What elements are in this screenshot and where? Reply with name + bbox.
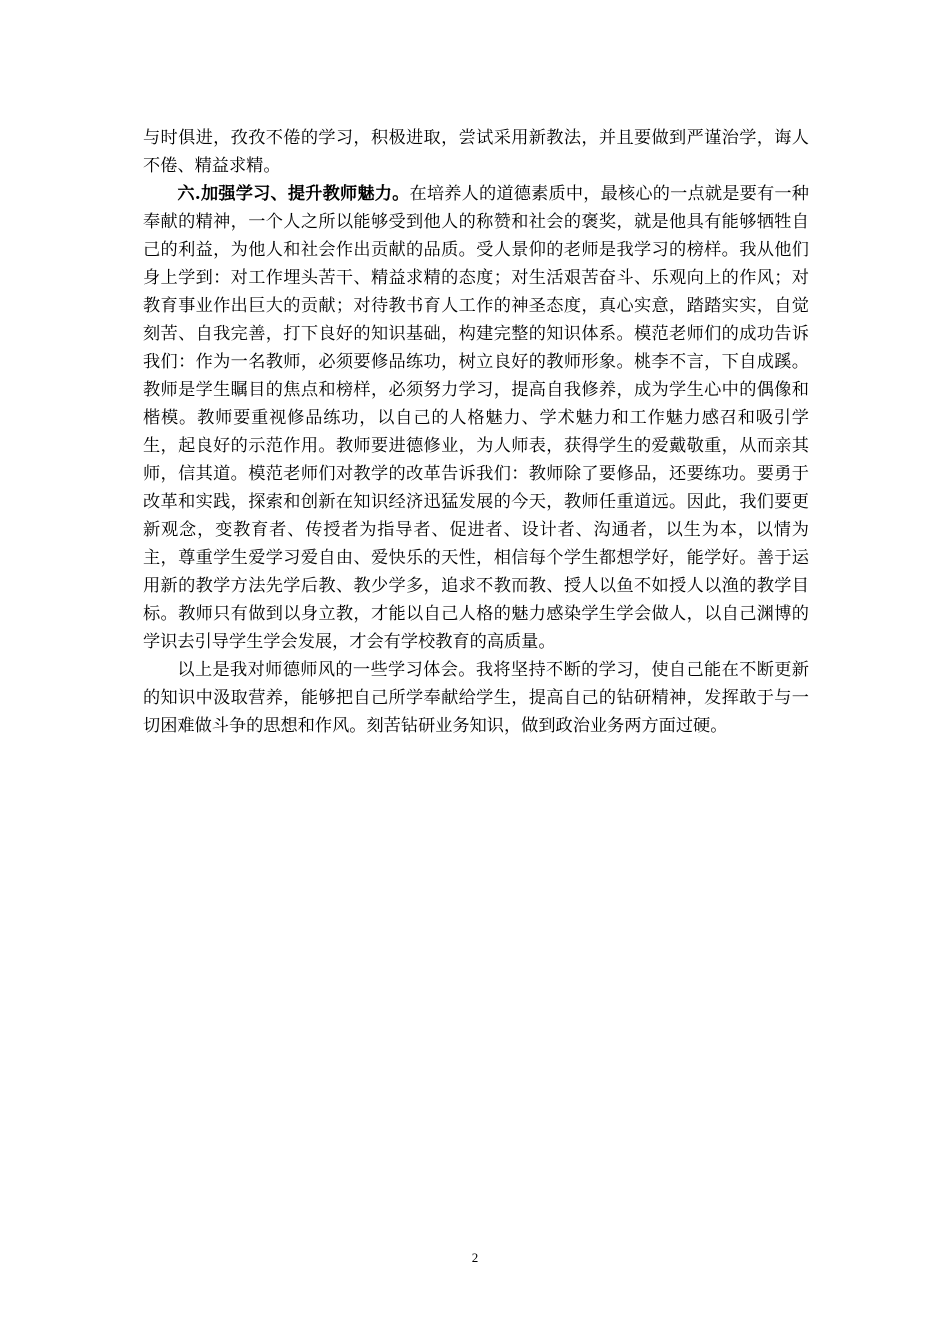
document-body: [143, 124, 809, 740]
page-number: 2: [471, 1250, 479, 1265]
paragraph-continuation: [143, 124, 809, 180]
section-heading: 六.加强学习、提升教师魅力。: [177, 184, 410, 204]
paragraph-text: 在培养人的道德素质中，最核心的一点就是要有一种奉献的精神，一个人之所以能够受到他人的称赞和社会的褒奖，就是他具有能够牺牲自己的利益，为他人和社会作出贡献的品质。受人景仰的老师是我学习的榜样。我从他们身上学到：对工作埋头苦干、精益求精的态度；对生活艰苦奋斗、乐观向上的作风；对教育事业作出巨大的贡献；对待教书育人工作的神圣态度，真心实意，踏踏实实，自觉刻苦、自我完善，打下良好的知识基础，构建完整的知识体系。模范老师们的成功告诉我们：作为一名教师，必须要修品练功，树立良好的教师形象。桃李不言，下自成蹊。教师是学生瞩目的焦点和榜样，必须努力学习，提高自我修养，成为学生心中的偶像和楷模。教师要重视修品练功，以自己的人格魅力、学术魅力和工作魅力感召和吸引学生，起良好的示范作用。教师要进德修业，为人师表，获得学生的爱戴敬重，从而亲其师，信其道。模范老师们对教学的改革告诉我们：教师除了要修品，还要练功。要勇于改革和实践，探索和创新在知识经济迅猛发展的今天，教师任重道远。因此，我们要更新观念，变教育者、传授者为指导者、促进者、设计者、沟通者，以生为本，以情为主，尊重学生爱学习爱自由、爱快乐的天性，相信每个学生都想学好，能学好。善于运用新的教学方法先学后教、教少学多，追求不教而教、授人以鱼不如授人以渔的教学目标。教师只有做到以身立教，才能以自己人格的魅力感染学生学会做人，以自己渊博的学识去引导学生学会发展，才会有学校教育的高质量。: [143, 184, 809, 652]
paragraph-conclusion: [143, 656, 809, 740]
paragraph-text: 与时俱进，孜孜不倦的学习，积极进取，尝试采用新教法，并且要做到严谨治学，诲人不倦、精益求精。: [143, 128, 809, 176]
paragraph-section-six: [143, 180, 809, 656]
paragraph-text: 以上是我对师德师风的一些学习体会。我将坚持不断的学习，使自己能在不断更新的知识中汲取营养，能够把自己所学奉献给学生，提高自己的钻研精神，发挥敢于与一切困难做斗争的思想和作风。刻苦钻研业务知识，做到政治业务两方面过硬。: [143, 660, 809, 736]
